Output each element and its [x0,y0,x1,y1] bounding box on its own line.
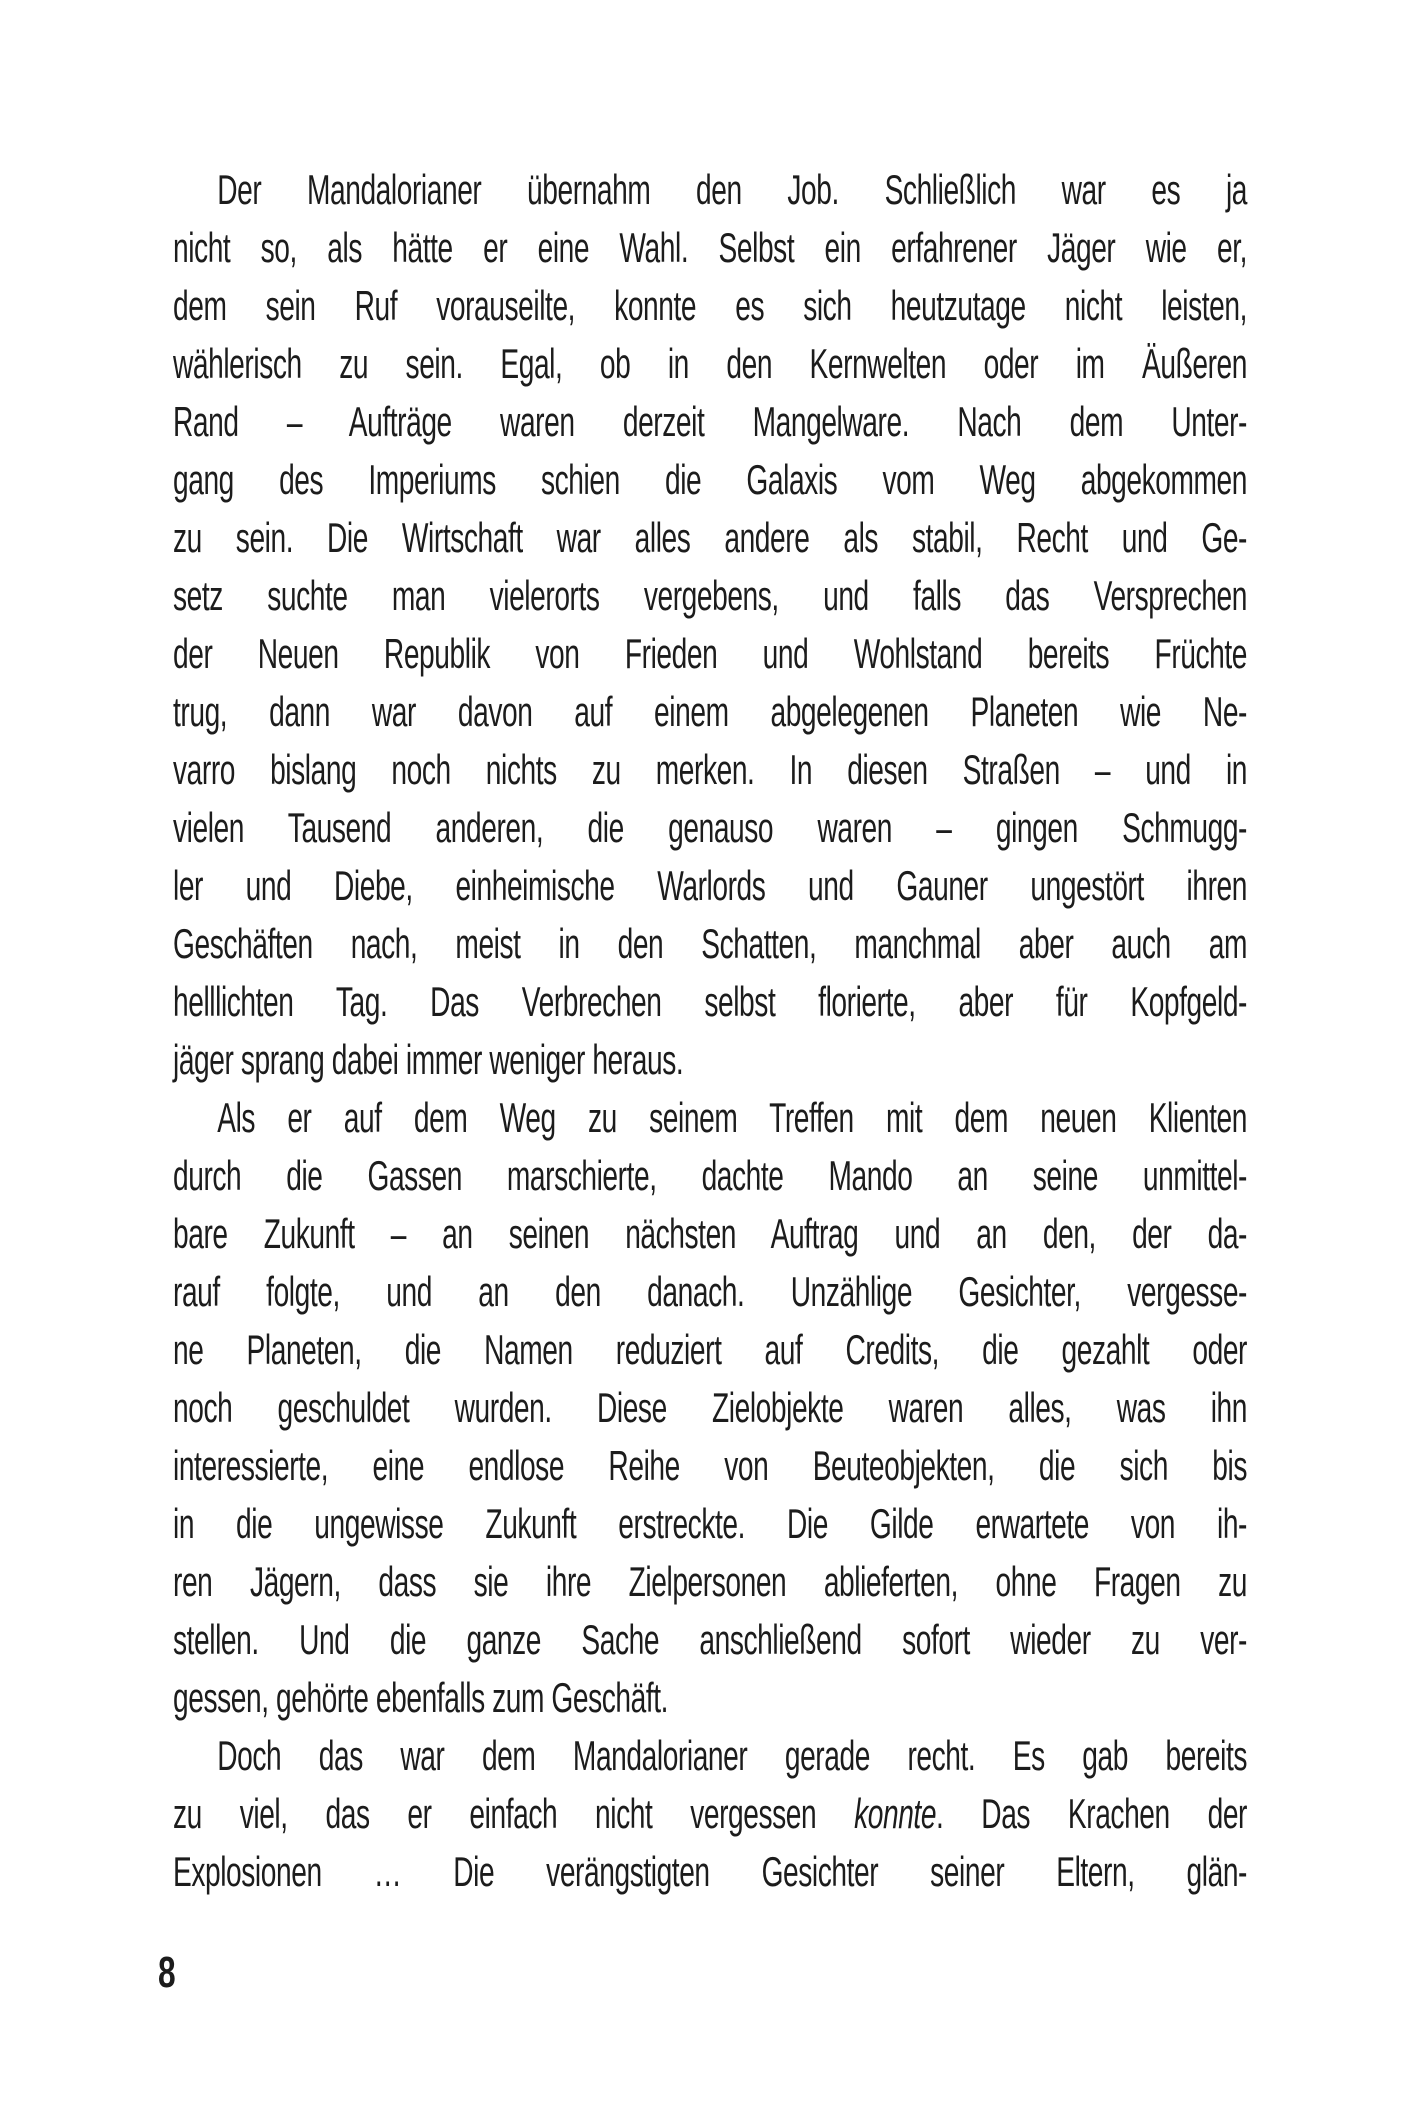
text-line: gessen, gehörte ebenfalls zum Geschäft. [173,1674,669,1721]
text-line: der Neuen Republik von Frieden und Wohlstand bereits Früchte [173,630,1248,677]
italic-text: konnte [854,1790,937,1837]
text-line: interessierte, eine endlose Reihe von Beuteobjekten, die sich bis [173,1442,1248,1489]
text-line: gang des Imperiums schien die Galaxis vom Weg abgekommen [173,456,1248,503]
text-line: bare Zukunft – an seinen nächsten Auftrag und an den, der da- [173,1210,1248,1257]
text-line: zu sein. Die Wirtschaft war alles andere als stabil, Recht und Ge- [173,514,1248,561]
text-line: vielen Tausend anderen, die genauso waren – gingen Schmugg- [173,804,1248,851]
text-segment: . Das Krachen der [936,1790,1248,1837]
page-number: 8 [158,1948,176,1997]
text-line: helllichten Tag. Das Verbrechen selbst florierte, aber für Kopfgeld- [173,978,1248,1025]
text-line: wählerisch zu sein. Egal, ob in den Kernwelten oder im Äußeren [173,340,1248,387]
page-text [173,161,1403,1901]
text-line: durch die Gassen marschierte, dachte Mando an seine unmittel- [173,1152,1248,1199]
text-line: nicht so, als hätte er eine Wahl. Selbst ein erfahrener Jäger wie er, [173,224,1248,271]
text-line: varro bislang noch nichts zu merken. In diesen Straßen – und in [173,746,1248,793]
text-line: Doch das war dem Mandalorianer gerade recht. Es gab bereits [217,1732,1248,1779]
text-line: in die ungewisse Zukunft erstreckte. Die Gilde erwartete von ih- [173,1500,1248,1547]
text-line: ren Jägern, dass sie ihre Zielpersonen ablieferten, ohne Fragen zu [173,1558,1248,1605]
text-line: Als er auf dem Weg zu seinem Treffen mit dem neuen Klienten [217,1094,1248,1141]
text-segment: zu viel, das er einfach nicht vergessen [173,1790,855,1837]
text-line: Rand – Aufträge waren derzeit Mangelware. Nach dem Unter- [173,398,1248,445]
text-line: ne Planeten, die Namen reduziert auf Credits, die gezahlt oder [173,1326,1248,1373]
text-line: Geschäften nach, meist in den Schatten, manchmal aber auch am [173,920,1248,967]
text-line: noch geschuldet wurden. Diese Zielobjekte waren alles, was ihn [173,1384,1248,1431]
text-line: dem sein Ruf vorauseilte, konnte es sich heutzutage nicht leisten, [173,282,1248,329]
text-line [173,1785,1247,1843]
text-line: Der Mandalorianer übernahm den Job. Schließlich war es ja [217,166,1248,213]
text-line: setz suchte man vielerorts vergebens, und falls das Versprechen [173,572,1248,619]
text-line: trug, dann war davon auf einem abgelegenen Planeten wie Ne- [173,688,1248,735]
text-line: stellen. Und die ganze Sache anschließend sofort wieder zu ver- [173,1616,1248,1663]
text-line: rauf folgte, und an den danach. Unzählige Gesichter, vergesse- [173,1268,1248,1315]
text-line: Explosionen … Die verängstigten Gesichter seiner Eltern, glän- [173,1848,1248,1895]
text-line: jäger sprang dabei immer weniger heraus. [173,1036,684,1083]
text-line: ler und Diebe, einheimische Warlords und Gauner ungestört ihren [173,862,1248,909]
